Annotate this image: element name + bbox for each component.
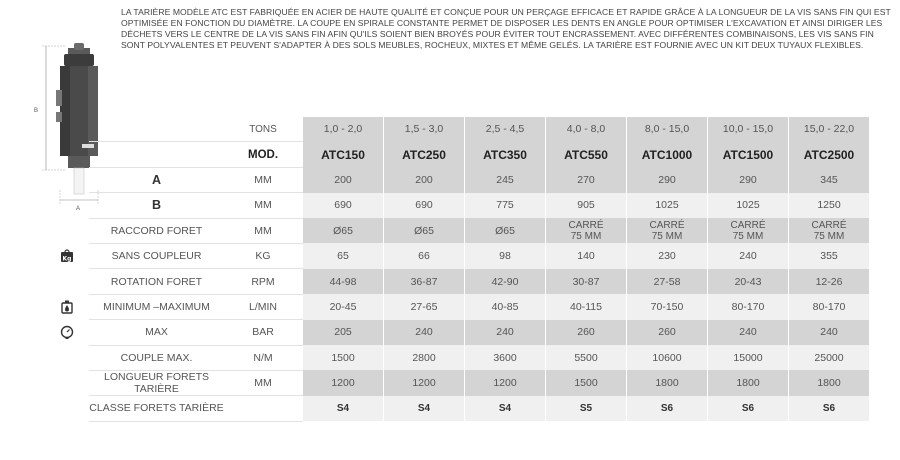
- spec-row: [45, 396, 869, 421]
- value-cell: CARRÉ 75 MM: [546, 218, 627, 243]
- value-cell: 345: [789, 167, 870, 192]
- value-cell: 1500: [546, 370, 627, 395]
- value-cell: 690: [303, 193, 384, 218]
- weight-kg-icon: [60, 249, 74, 263]
- row-label: MAX: [89, 320, 224, 345]
- row-label: SANS COUPLEUR: [89, 243, 224, 268]
- row-label: MINIMUM –MAXIMUM: [89, 294, 224, 319]
- value-cell: 36-87: [384, 269, 465, 294]
- value-cell: ATC350: [465, 142, 546, 167]
- value-cell: 355: [789, 243, 870, 268]
- value-cell: 27-58: [627, 269, 708, 294]
- value-cell: 20-43: [708, 269, 789, 294]
- row-unit: L/MIN: [224, 294, 303, 319]
- value-cell: 12-26: [789, 269, 870, 294]
- row-icon-cell: [45, 320, 89, 345]
- row-icon-cell: [45, 243, 89, 268]
- value-cell: 245: [465, 167, 546, 192]
- value-cell: 66: [384, 243, 465, 268]
- spec-row: [45, 218, 869, 243]
- value-cell: 40-85: [465, 294, 546, 319]
- value-cell: 240: [708, 320, 789, 345]
- value-cell: 240: [465, 320, 546, 345]
- value-cell: 240: [789, 320, 870, 345]
- row-label: A: [89, 167, 224, 192]
- value-cell: S6: [789, 396, 870, 421]
- value-cell: 1200: [303, 370, 384, 395]
- value-cell: Ø65: [384, 218, 465, 243]
- spec-row: [45, 345, 869, 370]
- value-cell: 40-115: [546, 294, 627, 319]
- spec-row: [45, 320, 869, 345]
- value-cell: CARRÉ 75 MM: [627, 218, 708, 243]
- value-cell: ATC250: [384, 142, 465, 167]
- value-cell: 270: [546, 167, 627, 192]
- row-icon-cell: [45, 396, 89, 421]
- row-unit: N/M: [224, 345, 303, 370]
- value-cell: 260: [627, 320, 708, 345]
- spec-row: [45, 269, 869, 294]
- value-cell: 1800: [789, 370, 870, 395]
- value-cell: 44-98: [303, 269, 384, 294]
- spec-row: [45, 167, 869, 192]
- spec-table: [45, 117, 869, 422]
- dimension-b-label: B: [34, 108, 39, 114]
- value-cell: 200: [303, 167, 384, 192]
- row-icon-cell: [45, 142, 89, 167]
- value-cell: 15000: [708, 345, 789, 370]
- pressure-gauge-icon: [60, 325, 74, 339]
- row-icon-cell: [45, 218, 89, 243]
- value-cell: 42-90: [465, 269, 546, 294]
- value-cell: S4: [465, 396, 546, 421]
- value-cell: S4: [384, 396, 465, 421]
- spec-row: [45, 370, 869, 395]
- value-cell: 80-170: [789, 294, 870, 319]
- svg-text:Kg: Kg: [62, 255, 72, 263]
- value-cell: 98: [465, 243, 546, 268]
- row-label: [89, 117, 224, 142]
- row-label: LONGUEUR FORETS TARIÈRE: [89, 370, 224, 395]
- spec-row: [45, 193, 869, 218]
- value-cell: ATC1000: [627, 142, 708, 167]
- dimension-a-label: A: [76, 206, 81, 212]
- value-cell: ATC1500: [708, 142, 789, 167]
- value-cell: 775: [465, 193, 546, 218]
- row-unit: RPM: [224, 269, 303, 294]
- row-unit: MOD.: [224, 142, 303, 167]
- value-cell: 690: [384, 193, 465, 218]
- value-cell: Ø65: [465, 218, 546, 243]
- row-icon-cell: [45, 370, 89, 395]
- value-cell: 205: [303, 320, 384, 345]
- value-cell: CARRÉ 75 MM: [789, 218, 870, 243]
- spec-row: [45, 294, 869, 319]
- row-unit: MM: [224, 370, 303, 395]
- value-cell: 1200: [465, 370, 546, 395]
- value-cell: 5500: [546, 345, 627, 370]
- row-unit: MM: [224, 167, 303, 192]
- row-label: COUPLE MAX.: [89, 345, 224, 370]
- value-cell: 70-150: [627, 294, 708, 319]
- row-unit: MM: [224, 218, 303, 243]
- row-icon-cell: [45, 167, 89, 192]
- value-cell: 1025: [627, 193, 708, 218]
- value-cell: 1200: [384, 370, 465, 395]
- intro-paragraph: LA TARIÈRE MODÈLE ATC EST FABRIQUÉE EN ACIER DE HAUTE QUALITÉ ET CONÇUE POUR UN PERÇAGE EFFICACE ET RAPIDE GRÂCE À LA LONGUEUR DE LA VIS SANS FIN QUI EST OPTIMISÉE EN FONCTION DU DIAMÈTRE. LA COUPE EN SPIRALE CONSTANTE PERMET DE DISPOSER LES DENTS EN ANGLE POUR OPTIMISER L'EXCAVATION ET AINSI DIRIGER LES DÉCHETS VERS LE CENTRE DE LA VIS SANS FIN AFIN QU'ILS SOIENT BIEN BROYÉS POUR ÉVITER TOUT ENCRASSEMENT. AVEC DIFFÉRENTES COMBINAISONS, LES VIS SANS FIN SONT POLYVALENTES ET PEUVENT S'ADAPTER À DES SOLS MEUBLES, ROCHEUX, MIXTES ET MÊME GELÉS. LA TARIÈRE EST FOURNIE AVEC UN KIT DEUX TUYAUX FLEXIBLES.: [121, 7, 891, 50]
- value-cell: 230: [627, 243, 708, 268]
- value-cell: 1250: [789, 193, 870, 218]
- value-cell: ATC550: [546, 142, 627, 167]
- row-icon-cell: [45, 294, 89, 319]
- value-cell: 10600: [627, 345, 708, 370]
- value-cell: 15,0 - 22,0: [789, 117, 870, 142]
- value-cell: 27-65: [384, 294, 465, 319]
- row-label: RACCORD FORET: [89, 218, 224, 243]
- row-icon-cell: [45, 345, 89, 370]
- value-cell: 65: [303, 243, 384, 268]
- value-cell: 2,5 - 4,5: [465, 117, 546, 142]
- row-label: B: [89, 193, 224, 218]
- value-cell: 20-45: [303, 294, 384, 319]
- row-unit: MM: [224, 193, 303, 218]
- value-cell: S4: [303, 396, 384, 421]
- value-cell: 80-170: [708, 294, 789, 319]
- value-cell: 290: [627, 167, 708, 192]
- spec-row: [45, 243, 869, 268]
- value-cell: 8,0 - 15,0: [627, 117, 708, 142]
- value-cell: 240: [384, 320, 465, 345]
- row-unit: TONS: [224, 117, 303, 142]
- value-cell: 1025: [708, 193, 789, 218]
- value-cell: 240: [708, 243, 789, 268]
- row-icon-cell: [45, 117, 89, 142]
- value-cell: 290: [708, 167, 789, 192]
- value-cell: ATC150: [303, 142, 384, 167]
- value-cell: 1800: [708, 370, 789, 395]
- value-cell: S6: [627, 396, 708, 421]
- value-cell: 200: [384, 167, 465, 192]
- value-cell: 1800: [627, 370, 708, 395]
- value-cell: 30-87: [546, 269, 627, 294]
- spec-row: [45, 142, 869, 167]
- value-cell: ATC2500: [789, 142, 870, 167]
- value-cell: 4,0 - 8,0: [546, 117, 627, 142]
- value-cell: 25000: [789, 345, 870, 370]
- value-cell: 905: [546, 193, 627, 218]
- value-cell: CARRÉ 75 MM: [708, 218, 789, 243]
- row-icon-cell: [45, 269, 89, 294]
- value-cell: 1500: [303, 345, 384, 370]
- value-cell: 140: [546, 243, 627, 268]
- value-cell: 1,0 - 2,0: [303, 117, 384, 142]
- row-unit: KG: [224, 243, 303, 268]
- row-label: CLASSE FORETS TARIÈRE: [89, 396, 224, 421]
- spec-row: [45, 117, 869, 142]
- oil-flow-icon: [60, 300, 74, 314]
- row-label: [89, 142, 224, 167]
- value-cell: 1,5 - 3,0: [384, 117, 465, 142]
- value-cell: S5: [546, 396, 627, 421]
- value-cell: Ø65: [303, 218, 384, 243]
- value-cell: 2800: [384, 345, 465, 370]
- row-unit: [224, 396, 303, 421]
- value-cell: 10,0 - 15,0: [708, 117, 789, 142]
- row-icon-cell: [45, 193, 89, 218]
- row-label: ROTATION FORET: [89, 269, 224, 294]
- value-cell: 260: [546, 320, 627, 345]
- row-unit: BAR: [224, 320, 303, 345]
- value-cell: S6: [708, 396, 789, 421]
- value-cell: 3600: [465, 345, 546, 370]
